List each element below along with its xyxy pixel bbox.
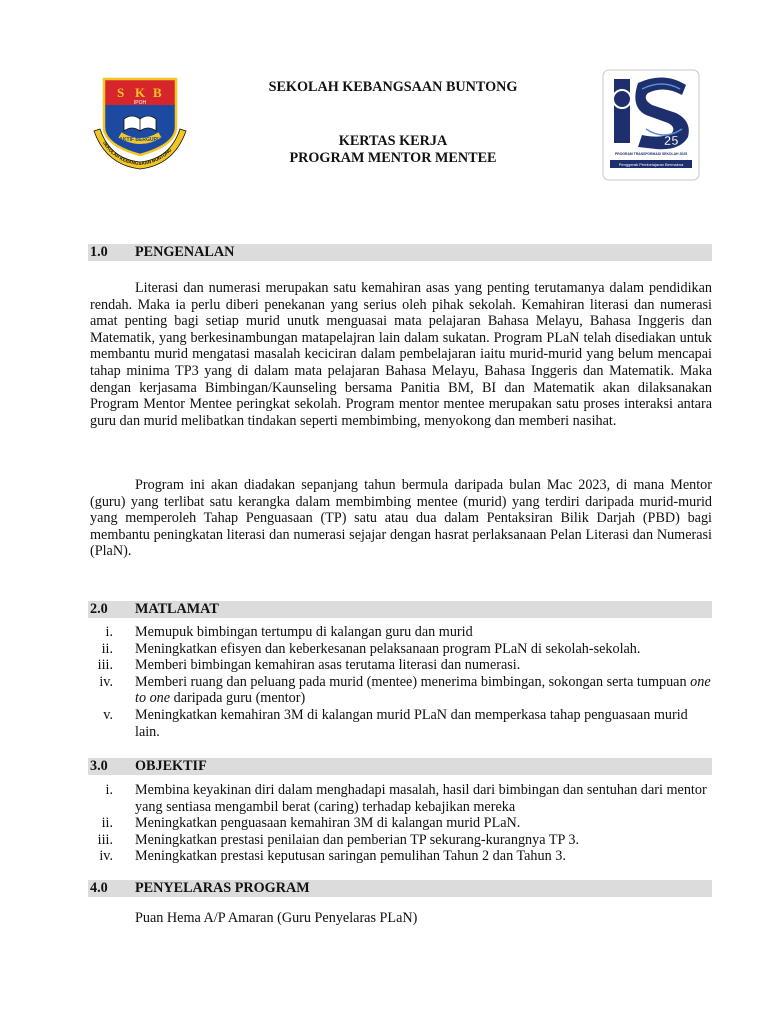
list-item: [88, 848, 712, 865]
section-title: PENGENALAN: [135, 244, 235, 260]
coordinator-name: Puan Hema A/P Amaran (Guru Penyelaras PLaN): [135, 910, 418, 926]
list-item: [88, 657, 712, 674]
list-item: [88, 624, 712, 641]
section-title: MATLAMAT: [135, 601, 219, 617]
section-heading-penyelaras: [88, 880, 712, 897]
list-item-text: Memberi bimbingan kemahiran asas terutama literasi dan numerasi.: [135, 657, 521, 674]
section-number: 2.0: [90, 601, 108, 617]
list-numeral: i.: [105, 782, 113, 798]
list-item-text: Memupuk bimbingan tertumpu di kalangan guru dan murid: [135, 624, 473, 640]
crest-motto: AKTIF BERGURU: [119, 137, 161, 143]
list-item-text: Meningkatkan efisyen dan keberkesanan pelaksanaan program PLaN di sekolah-sekolah.: [135, 640, 641, 657]
document-title-line: KERTAS KERJA: [338, 133, 448, 149]
section-title: PENYELARAS PROGRAM: [135, 880, 310, 896]
logo-tagline: Penggerak Pembelajaran Bermakna: [618, 162, 684, 167]
list-numeral: iii.: [97, 831, 113, 848]
list-item: [88, 674, 712, 707]
matlamat-list: [88, 624, 712, 740]
pengenalan-paragraph: Literasi dan numerasi merupakan satu kemahiran asas yang penting terutamanya dalam pendidikan rendah. Maka ia perlu diberi penekanan yang serius oleh pihak sekolah. Kemahiran literasi dan numerasi amat penting bagi setiap murid unutk menguasai mata pelajaran Bahasa Melayu, Bahasa Inggeris dan Matematik, yang berkesinambungan matapelajran lain dalam sukatan. Program PLaN telah disediakan untuk membantu murid mengatasi masalah keciciran dalam pembelajaran iaitu murid-murid yang belum mencapai tahap minima TP3 yang di dalam mata pelajaran Bahasa Melayu, Bahasa Inggeris dan Matematik. Maka dengan kerjasama Bimbingan/Kaunseling bersama Panitia BM, BI dan Matematik akan dilaksanakan Program Mentor Mentee peringkat sekolah. Program mentor mentee merupakan satu proses interaksi antara guru dan murid melibatkan tindakan seperti membimbing, menyokong dan memberi nasihat.: [90, 280, 712, 429]
list-item-text: daripada guru (mentor): [170, 690, 306, 707]
document-header: [0, 0, 768, 190]
objektif-list: [88, 782, 712, 865]
list-item: [88, 782, 712, 815]
list-item-text: Meningkatkan kemahiran 3M di kalangan murid PLaN dan memperkasa tahap penguasaan murid lain.: [135, 706, 688, 740]
list-numeral: v.: [103, 706, 113, 723]
crest-letter: B: [153, 85, 162, 100]
list-item-text: Meningkatkan prestasi penilaian dan pemberian TP sekurang-kurangnya TP 3.: [135, 831, 580, 848]
list-numeral: iii.: [97, 657, 113, 674]
list-item-text: Meningkatkan penguasaan kemahiran 3M di kalangan murid PLaN.: [135, 815, 521, 832]
crest-ribbon-text: SEKOLAH KEBANGSAAN BUNTONG: [102, 140, 173, 167]
list-item-italic-text: one to one: [135, 673, 711, 707]
section-title: OBJEKTIF: [135, 758, 207, 774]
logo-number: 25: [664, 133, 679, 148]
list-item-text: Memberi ruang dan peluang pada murid (mentee) menerima bimbingan, sokongan serta tumpuan: [135, 673, 691, 690]
list-numeral: iv.: [99, 848, 113, 865]
section-heading-pengenalan: [88, 244, 712, 261]
crest-letter: K: [135, 85, 146, 100]
list-numeral: ii.: [101, 640, 113, 657]
pengenalan-paragraph: Program ini akan diadakan sepanjang tahun bermula daripada bulan Mac 2023, di mana Mentor (guru) yang terlibat satu kerangka dalam membimbing mentee (murid) yang terdiri daripada murid-murid yang memperoleh Tahap Penguasaan (TP) satu atau dua dalam Pentaksiran Bilik Darjah (PBD) bagi membantu peningkatan literasi dan numerasi sejajar dengan hasrat perlaksanaan Pelan Literasi dan Numerasi (PlaN).: [90, 477, 712, 560]
list-numeral: ii.: [101, 815, 113, 832]
section-number: 1.0: [90, 244, 108, 260]
list-item: [88, 707, 712, 740]
document-title-line: PROGRAM MENTOR MENTEE: [289, 150, 497, 166]
list-item: [88, 641, 712, 658]
list-item: [88, 832, 712, 849]
list-item-text: Membina keyakinan diri dalam menghadapi masalah, hasil dari bimbingan dan sentuhan dari mentor yang sentiasa mengambil berat (caring) terhadap kebajikan mereka: [135, 782, 707, 815]
list-item-text: Meningkatkan prestasi keputusan saringan pemulihan Tahun 2 dan Tahun 3.: [135, 848, 566, 865]
transformasi-sekolah-logo: [602, 69, 700, 181]
crest-letter: S: [117, 85, 125, 100]
list-numeral: i.: [105, 624, 113, 640]
school-name: SEKOLAH KEBANGSAAN BUNTONG: [268, 79, 518, 95]
logo-caption: PROGRAM TRANSFORMASI SEKOLAH 2025: [615, 152, 687, 156]
list-item: [88, 815, 712, 832]
list-numeral: iv.: [99, 673, 113, 690]
section-number: 4.0: [90, 880, 108, 896]
section-number: 3.0: [90, 758, 108, 774]
section-heading-objektif: [88, 758, 712, 775]
section-heading-matlamat: [88, 601, 712, 618]
crest-place: IPOH: [133, 100, 147, 106]
